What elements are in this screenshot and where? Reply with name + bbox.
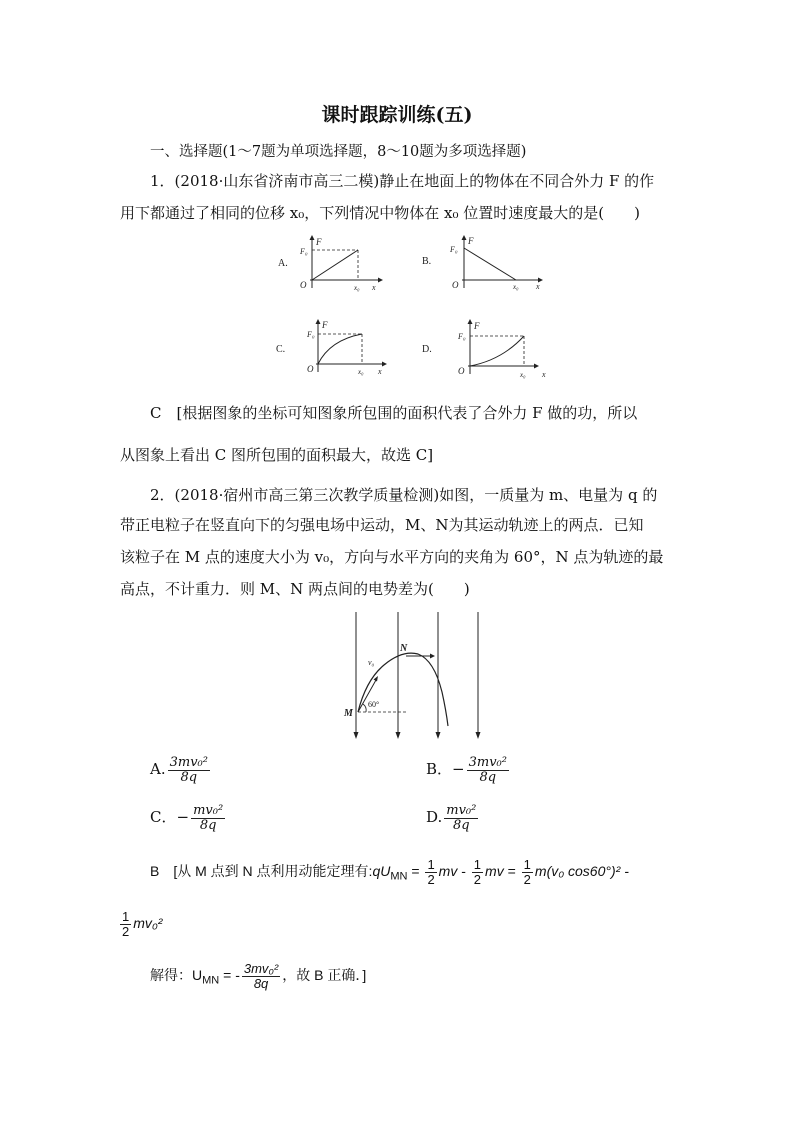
q2-option-c[interactable]	[150, 804, 227, 832]
graph-c-label: C.	[276, 344, 286, 355]
f0-label: F₀	[450, 245, 458, 254]
q1-graph-a	[270, 232, 390, 294]
origin-label: O	[458, 366, 465, 376]
q2-solution-result: 解得：$U_{MN}$ = - $\frac{\text{3mv₀²}}{8q}$ ，故 B 正确．]	[150, 961, 367, 991]
graph-a-label: A.	[278, 258, 288, 269]
q1-answer-line2: 从图象上看出 C 图所包围的面积最大，故选 C]	[120, 446, 434, 464]
q2-figure	[330, 610, 500, 742]
axis-f-label: F	[474, 321, 480, 331]
origin-label: O	[300, 280, 307, 290]
axis-x-label: x	[542, 370, 546, 379]
point-m-label: M	[344, 708, 353, 719]
option-b-sign: −	[452, 760, 465, 779]
x0-label: x₀	[358, 368, 364, 376]
q1-graph-b	[420, 232, 550, 294]
origin-label: O	[307, 364, 314, 374]
axis-f-label: F	[468, 236, 474, 246]
axis-x-label: x	[536, 282, 540, 291]
q2-solution-line1: B [从 M 点到 N 点利用动能定理有$:qU_{MN}$ = $\frac{1}{2}$ mv - $\frac{1}{2}$ mv = $\frac{1}{2}$ m(v₀ cos60°)² -	[150, 857, 629, 887]
option-d-fraction: $\frac{\text{mv₀²}}{8q}$	[446, 803, 477, 833]
angle-label: 60°	[368, 700, 380, 709]
q2-solution-line2: $\frac{1}{2}$ mv₀²	[122, 909, 163, 939]
page-title: 课时跟踪训练(五)	[321, 104, 473, 126]
option-c-fraction: $\frac{\text{mv₀²}}{8q}$	[193, 803, 224, 833]
option-c-sign: −	[176, 808, 190, 827]
f0-label: F₀	[307, 330, 315, 339]
q2-option-b[interactable]	[426, 756, 511, 784]
f0-label: F₀	[300, 247, 308, 256]
origin-label: O	[452, 280, 459, 290]
q2-option-a[interactable]	[150, 756, 212, 784]
x0-label: x₀	[513, 283, 519, 291]
option-a-fraction: $\frac{\text{3mv₀²}}{8q}$	[169, 755, 208, 785]
option-d-label: D.	[426, 808, 443, 827]
q1-line1: 1．(2018·山东省济南市高三二模)静止在地面上的物体在不同合外力 F 的作	[150, 172, 655, 190]
q2-line3: 该粒子在 M 点的速度大小为 v₀，方向与水平方向的夹角为 60°，N 点为轨迹的最	[120, 548, 664, 566]
axis-f-label: F	[316, 237, 322, 247]
section-heading: 一、选择题(1～7题为单项选择题，8～10题为多项选择题)	[150, 144, 527, 160]
q2-line1: 2．(2018·宿州市高三第三次教学质量检测)如图，一质量为 m、电量为 q 的	[150, 486, 658, 504]
f0-label: F₀	[458, 332, 466, 341]
option-b-fraction: $\frac{\text{3mv₀²}}{8q}$	[468, 755, 507, 785]
option-c-label: C．	[150, 808, 177, 827]
q2-line4: 高点，不计重力．则 M、N 两点间的电势差为( )	[120, 580, 470, 598]
graph-d-label: D.	[422, 344, 432, 355]
x0-label: x₀	[520, 371, 526, 379]
q2-line2: 带正电粒子在竖直向下的匀强电场中运动，M、N为其运动轨迹上的两点．已知	[120, 516, 644, 534]
solution-intro: B [从 M 点到 N 点利用动能定理有:	[150, 862, 373, 879]
q1-graph-d	[420, 316, 550, 382]
axis-x-label: x	[372, 283, 376, 292]
option-a-label: A.	[150, 760, 166, 779]
axis-f-label: F	[322, 320, 328, 330]
q1-line2: 用下都通过了相同的位移 x₀，下列情况中物体在 x₀ 位置时速度最大的是( )	[120, 204, 640, 222]
q1-graph-c	[270, 316, 400, 382]
x0-label: x₀	[354, 284, 360, 292]
option-b-label: B．	[426, 760, 453, 779]
velocity-label: v₀	[368, 658, 375, 667]
point-n-label: N	[400, 643, 408, 654]
axis-x-label: x	[378, 367, 382, 376]
q2-option-d[interactable]	[426, 804, 480, 832]
graph-b-label: B.	[422, 256, 432, 267]
q1-answer-line1: C [根据图象的坐标可知图象所包围的面积代表了合外力 F 做的功，所以	[150, 404, 638, 422]
